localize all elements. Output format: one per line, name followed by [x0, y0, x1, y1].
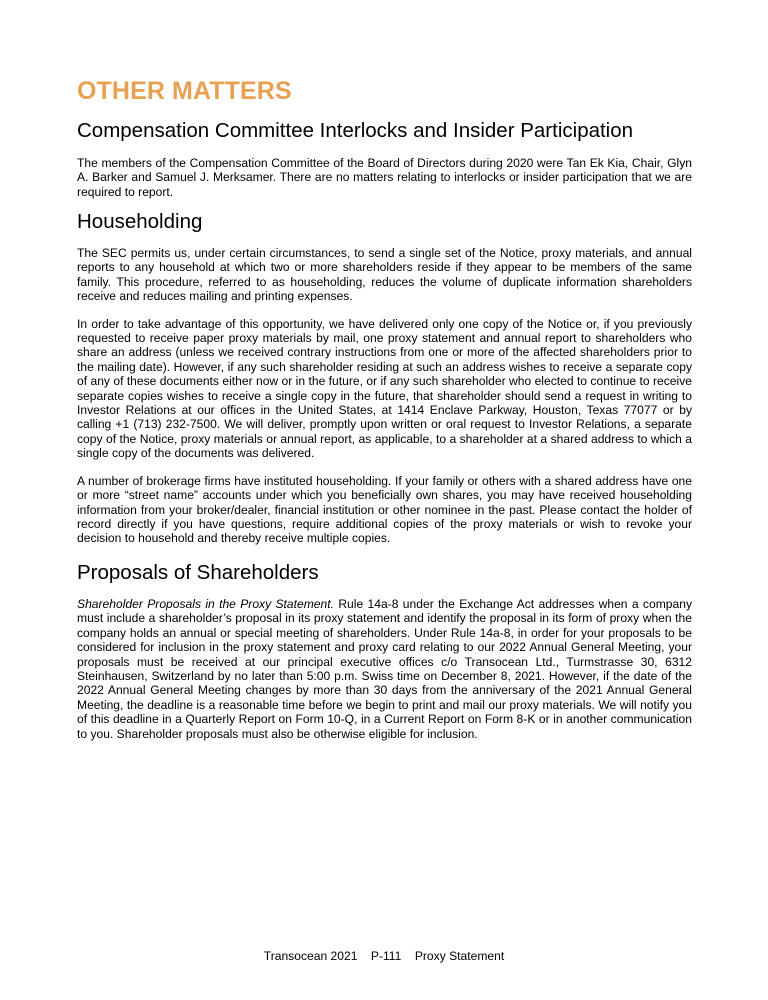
- footer-doc-name: Proxy Statement: [414, 949, 505, 963]
- section-householding: [77, 210, 692, 546]
- footer-spacer: [401, 949, 414, 963]
- paragraph-householding-1: The SEC permits us, under certain circumstances, to send a single set of the Notice, proxy materials, and annual reports to any household at which two or more shareholders reside if they appear to be members of the same family. This procedure, referred to as householding, reduces the volume of duplicate information shareholders receive and reduces mailing and printing expenses.: [77, 246, 692, 304]
- lead-in-italic: Shareholder Proposals in the Proxy Statement.: [77, 597, 334, 611]
- section-title: OTHER MATTERS: [77, 77, 292, 105]
- section-proposals-of-shareholders: [77, 561, 692, 741]
- footer-spacer: [357, 949, 370, 963]
- paragraph-compensation-committee: The members of the Compensation Committee of the Board of Directors during 2020 were Tan Ek Kia, Chair, Glyn A. Barker and Samuel J. Merksamer. There are no matters relating to interlocks or insider participation that we are required to report.: [77, 156, 692, 199]
- heading-compensation-committee-interlocks: Compensation Committee Interlocks and Insider Participation: [77, 119, 634, 142]
- paragraph-shareholder-proposals-body: Rule 14a-8 under the Exchange Act addresses when a company must include a shareholder’s proposal in its proxy statement and identify the proposal in its form of proxy when the company holds an annual or special meeting of shareholders. Under Rule 14a-8, in order for your proposals to be considered for inclusion in the proxy statement and proxy card relating to our 2022 Annual General Meeting, your proposals must be received at our principal executive offices c/o Transocean Ltd., Turmstrasse 30, 6312 Steinhausen, Switzerland by no later than 5:00 p.m. Swiss time on December 8, 2021. However, if the date of the 2022 Annual General Meeting changes by more than 30 days from the anniversary of the 2021 Annual General Meeting, the deadline is a reasonable time before we begin to print and mail our proxy materials. We will notify you of this deadline in a Quarterly Report on Form 10-Q, in a Current Report on Form 8-K or in another communication to you. Shareholder proposals must also be otherwise eligible for inclusion.: [77, 597, 692, 741]
- paragraph-shareholder-proposals: [77, 597, 692, 741]
- footer-company-year: Transocean 2021: [263, 949, 358, 963]
- heading-householding: Householding: [77, 210, 203, 233]
- section-compensation-committee: [77, 119, 692, 199]
- heading-proposals-of-shareholders: Proposals of Shareholders: [77, 561, 319, 584]
- paragraph-householding-2: In order to take advantage of this opportunity, we have delivered only one copy of the Notice or, if you previously requested to receive paper proxy materials by mail, one proxy statement and annual report to shareholders who share an address (unless we received contrary instructions from one or more of the affected shareholders prior to the mailing date). However, if any such shareholder residing at such an address wishes to receive a separate copy of any of these documents either now or in the future, or if any such shareholder who elected to continue to receive separate copies wishes to receive a single copy in the future, that shareholder should send a request in writing to Investor Relations at our offices in the United States, at 1414 Enclave Parkway, Houston, Texas 77077 or by calling +1 (713) 232-7500. We will deliver, promptly upon written or oral request to Investor Relations, a separate copy of the Notice, proxy materials or annual report, as applicable, to a shareholder at a shared address to which a single copy of the documents was delivered.: [77, 316, 692, 461]
- paragraph-householding-3: A number of brokerage firms have instituted householding. If your family or others with a shared address have one or more “street name” accounts under which you beneficially own shares, you may have received householding information from your broker/dealer, financial institution or other nominee in the past. Please contact the holder of record directly if you have questions, require additional copies of the proxy materials or wish to revoke your decision to household and thereby receive multiple copies.: [77, 473, 692, 546]
- page-footer: [0, 949, 768, 964]
- footer-page-number: P-111: [370, 949, 402, 963]
